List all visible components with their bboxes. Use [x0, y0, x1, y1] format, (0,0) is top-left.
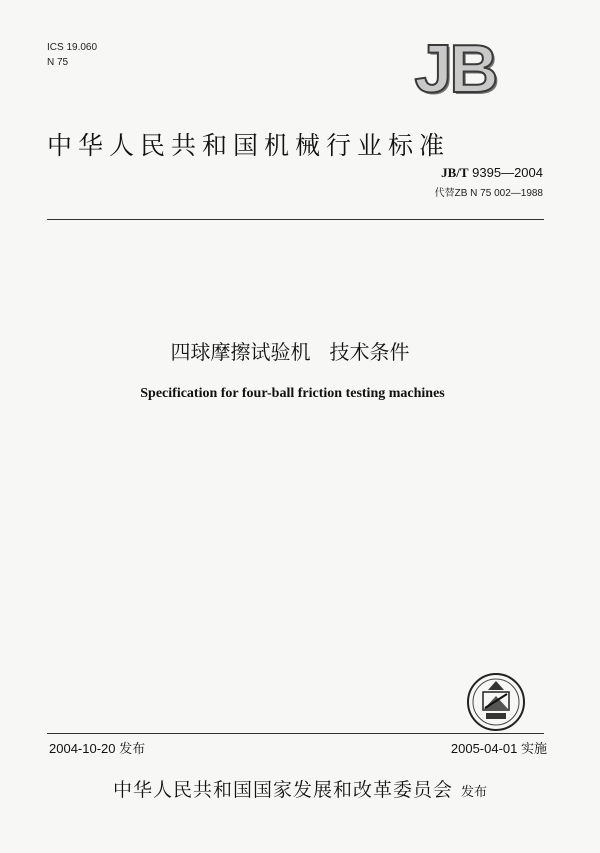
ics-code: ICS 19.060	[47, 42, 98, 53]
document-title-chinese: 四球摩擦试验机 技术条件	[170, 340, 410, 364]
publisher-seal-icon	[466, 672, 526, 732]
class-code: N 75	[47, 57, 69, 68]
document-title-english: Specification for four-ball friction testing machines	[140, 386, 445, 401]
replaces-note: 代替ZB N 75 002—1988	[434, 188, 543, 199]
jb-logo: JB	[414, 31, 496, 107]
publisher-suffix: 发布	[461, 785, 488, 800]
issue-date: 2004-10-20 发布	[49, 741, 146, 756]
header-divider	[47, 219, 544, 220]
footer-divider	[47, 733, 544, 734]
standard-code-prefix: JB/T	[441, 165, 469, 180]
publisher-name: 中华人民共和国国家发展和改革委员会	[112, 779, 453, 801]
standard-code-number: 9395—2004	[472, 165, 543, 180]
standard-title: 中华人民共和国机械行业标准	[47, 131, 451, 160]
implementation-date: 2005-04-01 实施	[450, 741, 547, 756]
classification-block	[47, 40, 97, 70]
publisher-line	[0, 775, 600, 802]
standard-code	[441, 165, 543, 181]
